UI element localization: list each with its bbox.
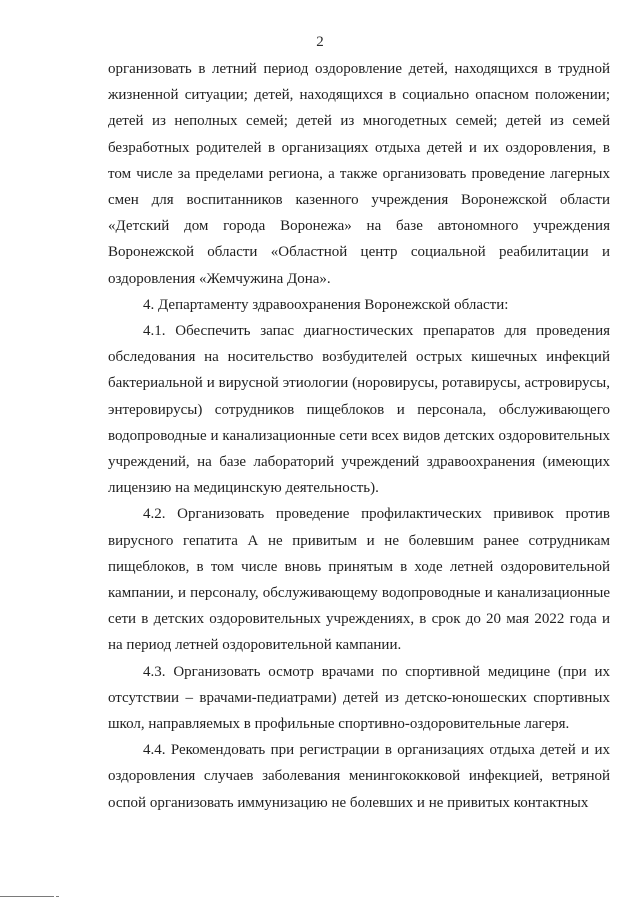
paragraph-section-4-heading: 4. Департаменту здравоохранения Воронежской области: [143, 296, 509, 313]
paragraph-intro-continuation: организовать в летний период оздоровление детей, находящихся в трудной жизненной ситуации; детей, находящихся в социально опасном положении; детей из неполных семей; детей из многодетных семей; детей из семей безработных родителей в организациях отдыха детей и их оздоровления, в том числе за пределами региона, а также организовать проведение лагерных смен для воспитанников казенного учреждения Воронежской области «Детский дом города Воронежа» на базе автономного учреждения Воронежской области «Областной центр социальной реабилитации и оздоровления «Жемчужина Дона». [108, 61, 610, 287]
scan-edge-mark-small [56, 896, 59, 897]
paragraph-item-4-3: 4.3. Организовать осмотр врачами по спортивной медицине (при их отсутствии – врачами-педиатрами) детей из детско-юношеских спортивных школ, направляемых в профильные спортивно-оздоровительные лагеря. [108, 663, 610, 733]
document-body [108, 56, 610, 816]
paragraph-item-4-4: 4.4. Рекомендовать при регистрации в организациях отдыха детей и их оздоровления случаев заболевания менингококковой инфекцией, ветряной оспой организовать иммунизацию не болевших и не привитых контактных [108, 742, 610, 811]
paragraph-item-4-1: 4.1. Обеспечить запас диагностических препаратов для проведения обследования на носительство возбудителей острых кишечных инфекций бактериальной и вирусной этиологии (норовирусы, ротавирусы, астровирусы, энтеровирусы) сотрудников пищеблоков и персонала, обслуживающего водопроводные и канализационные сети всех видов детских оздоровительных учреждений, на базе лабораторий учреждений здравоохранения (имеющих лицензию на медицинскую деятельность). [108, 323, 610, 497]
page-number: 2 [316, 34, 324, 50]
scan-edge-mark [0, 896, 54, 897]
paragraph-item-4-2: 4.2. Организовать проведение профилактических прививок против вирусного гепатита А не привитым и не болевшим ранее сотрудникам пищеблоков, в том числе вновь принятым в ходе летней оздоровительной кампании, и персоналу, обслуживающему водопроводные и канализационные сети в детских оздоровительных учреждениях, в срок до 20 мая 2022 года и на период летней оздоровительной кампании. [108, 506, 610, 654]
